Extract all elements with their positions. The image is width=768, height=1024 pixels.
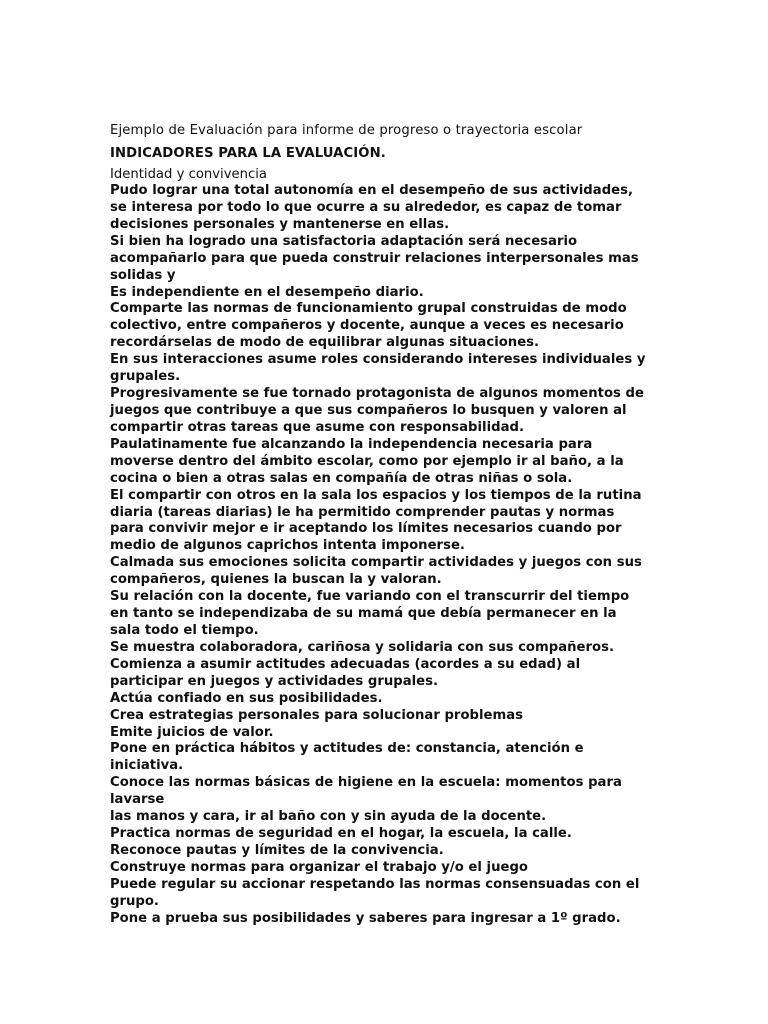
paragraph: Es independiente en el desempeño diario. [110,284,424,300]
paragraph: las manos y cara, ir al baño con y sin ayuda de la docente. [110,809,547,825]
paragraph: Conoce las normas básicas de higiene en la escuela: momentos para lavarse [110,775,622,808]
paragraph: Reconoce pautas y límites de la convivencia. [110,842,444,858]
subsection-heading: Identidad y convivencia [110,167,267,182]
paragraph: En sus interacciones asume roles considerando intereses individuales y grupales. [110,352,646,385]
paragraph: Crea estrategias personales para solucionar problemas [110,707,524,723]
paragraph: El compartir con otros en la sala los espacios y los tiempos de la rutina diaria (tareas diarias) le ha permitido comprender pautas y normas para convivir mejor e ir aceptando los límites necesarios cuando por medio de algunos caprichos intenta imponerse. [110,487,642,554]
paragraph: Pudo lograr una total autonomía en el desempeño de sus actividades, se interesa por todo lo que ocurre a su alrededor, es capaz de tomar decisiones personales y mantenerse en ellas. [110,183,634,232]
paragraph: Construye normas para organizar el trabajo y/o el juego [110,859,528,875]
paragraph: Progresivamente se fue tornado protagonista de algunos momentos de juegos que contribuye a que sus compañeros lo busquen y valoren al compartir otras tareas que asume con responsabilidad. [110,386,644,435]
paragraph: Comparte las normas de funcionamiento grupal construidas de modo colectivo, entre compañeros y docente, aunque a veces es necesario recordárselas de modo de equilibrar algunas situaciones. [110,301,627,351]
paragraph: Pone a prueba sus posibilidades y saberes para ingresar a 1º grado. [110,910,621,926]
paragraph: Calmada sus emociones solicita compartir actividades y juegos con sus compañeros, quienes la buscan la y valoran. [110,555,642,588]
section-heading: INDICADORES PARA LA EVALUACIÓN. [110,146,386,161]
paragraph: Actúa confiado en sus posibilidades. [110,690,383,706]
paragraph: Su relación con la docente, fue variando con el transcurrir del tiempo en tanto se independizaba de su mamá que debía permanecer en la sala todo el tiempo. [110,589,630,638]
paragraph: Si bien ha logrado una satisfactoria adaptación será necesario acompañarlo para que pueda construir relaciones interpersonales mas solidas y [110,233,639,283]
paragraph: Comienza a asumir actitudes adecuadas (acordes a su edad) al participar en juegos y actividades grupales. [110,656,581,689]
document-title: Ejemplo de Evaluación para informe de progreso o trayectoria escolar [110,123,583,138]
paragraph: Paulatinamente fue alcanzando la independencia necesaria para moverse dentro del ámbito escolar, como por ejemplo ir al baño, a la cocina o bien a otras salas en compañía de otras niñas o sola. [110,436,624,486]
paragraph: Puede regular su accionar respetando las normas consensuadas con el grupo. [110,876,640,909]
paragraph: Emite juicios de valor. [110,724,274,740]
document-page [110,122,650,928]
paragraph: Practica normas de seguridad en el hogar, la escuela, la calle. [110,826,572,842]
paragraph: Se muestra colaboradora, cariñosa y solidaria con sus compañeros. [110,639,615,655]
paragraph: Pone en práctica hábitos y actitudes de: constancia, atención e iniciativa. [110,741,584,774]
